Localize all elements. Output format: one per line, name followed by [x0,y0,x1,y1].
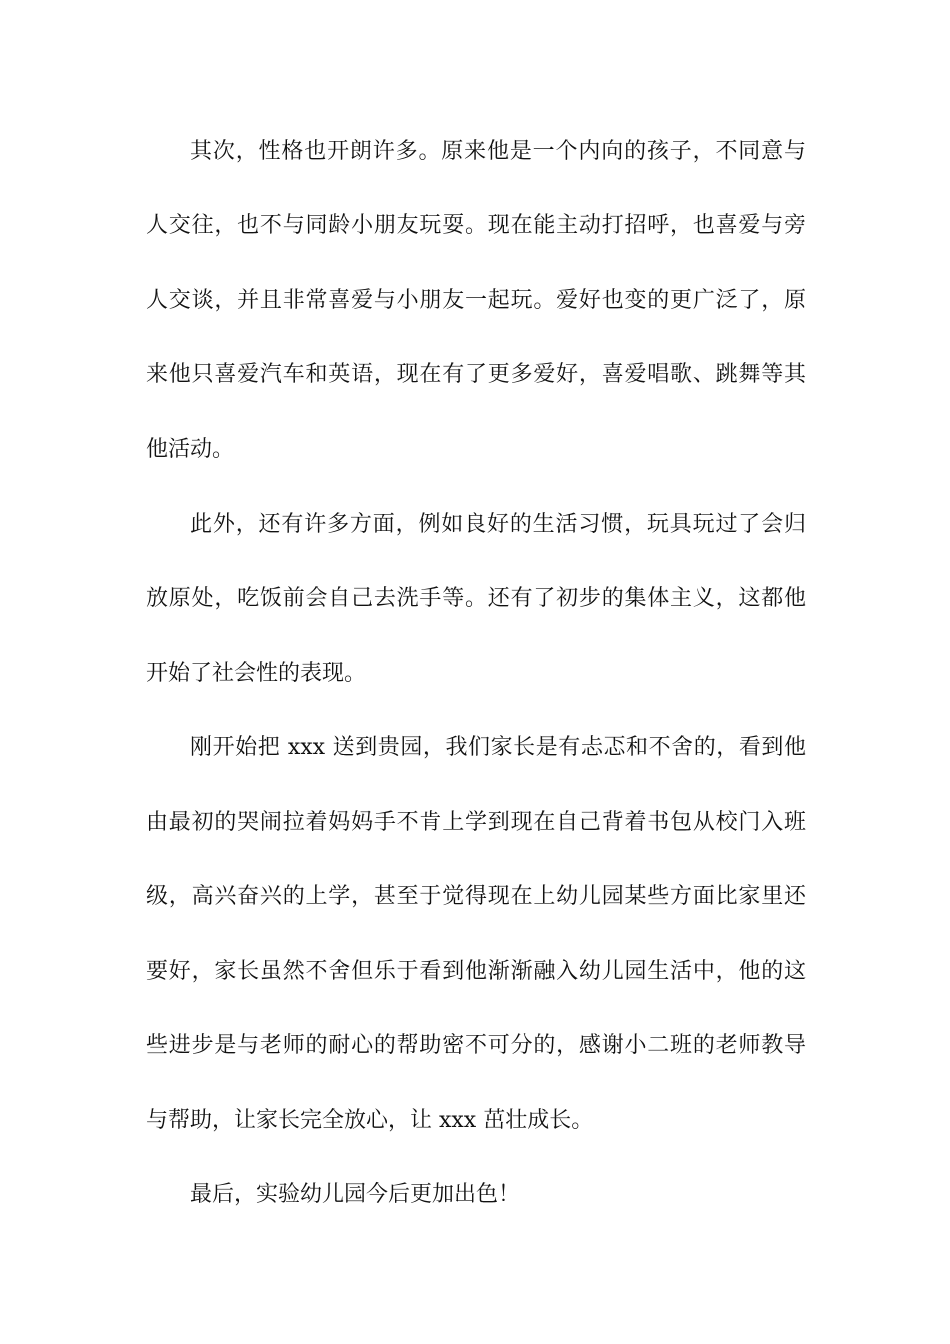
paragraph-3-line-2: 由最初的哭闹拉着妈妈手不肯上学到现在自己背着书包从校门入班 [146,810,806,835]
paragraph-3-line-5: 些进步是与老师的耐心的帮助密不可分的，感谢小二班的老师教导 [146,1033,806,1058]
paragraph-1-line-3: 人交谈，并且非常喜爱与小朋友一起玩。爱好也变的更广泛了，原 [146,288,806,313]
paragraph-3-line-3: 级，高兴奋兴的上学，甚至于觉得现在上幼儿园某些方面比家里还 [146,884,806,909]
paragraph-2-line-1: 此外，还有许多方面，例如良好的生活习惯，玩具玩过了会归 [190,512,806,537]
paragraph-2-line-2: 放原处，吃饭前会自己去洗手等。还有了初步的集体主义，这都他 [146,586,806,611]
paragraph-3-line-6: 与帮助，让家长完全放心，让 xxx 茁壮成长。 [146,1108,594,1133]
paragraph-4-line-1: 最后，实验幼儿园今后更加出色！ [190,1182,521,1207]
paragraph-1-line-4: 来他只喜爱汽车和英语，现在有了更多爱好，喜爱唱歌、跳舞等其 [146,362,806,387]
paragraph-2-line-3: 开始了社会性的表现。 [146,661,367,686]
paragraph-3-line-1: 刚开始把 xxx 送到贵园，我们家长是有忐忑和不舍的，看到他 [190,735,806,760]
paragraph-1-line-2: 人交往，也不与同龄小朋友玩耍。现在能主动打招呼，也喜爱与旁 [146,213,806,238]
paragraph-1-line-5: 他活动。 [146,437,235,462]
paragraph-1-line-1: 其次，性格也开朗许多。原来他是一个内向的孩子，不同意与 [190,139,806,164]
paragraph-3-line-4: 要好，家长虽然不舍但乐于看到他渐渐融入幼儿园生活中，他的这 [146,959,806,984]
